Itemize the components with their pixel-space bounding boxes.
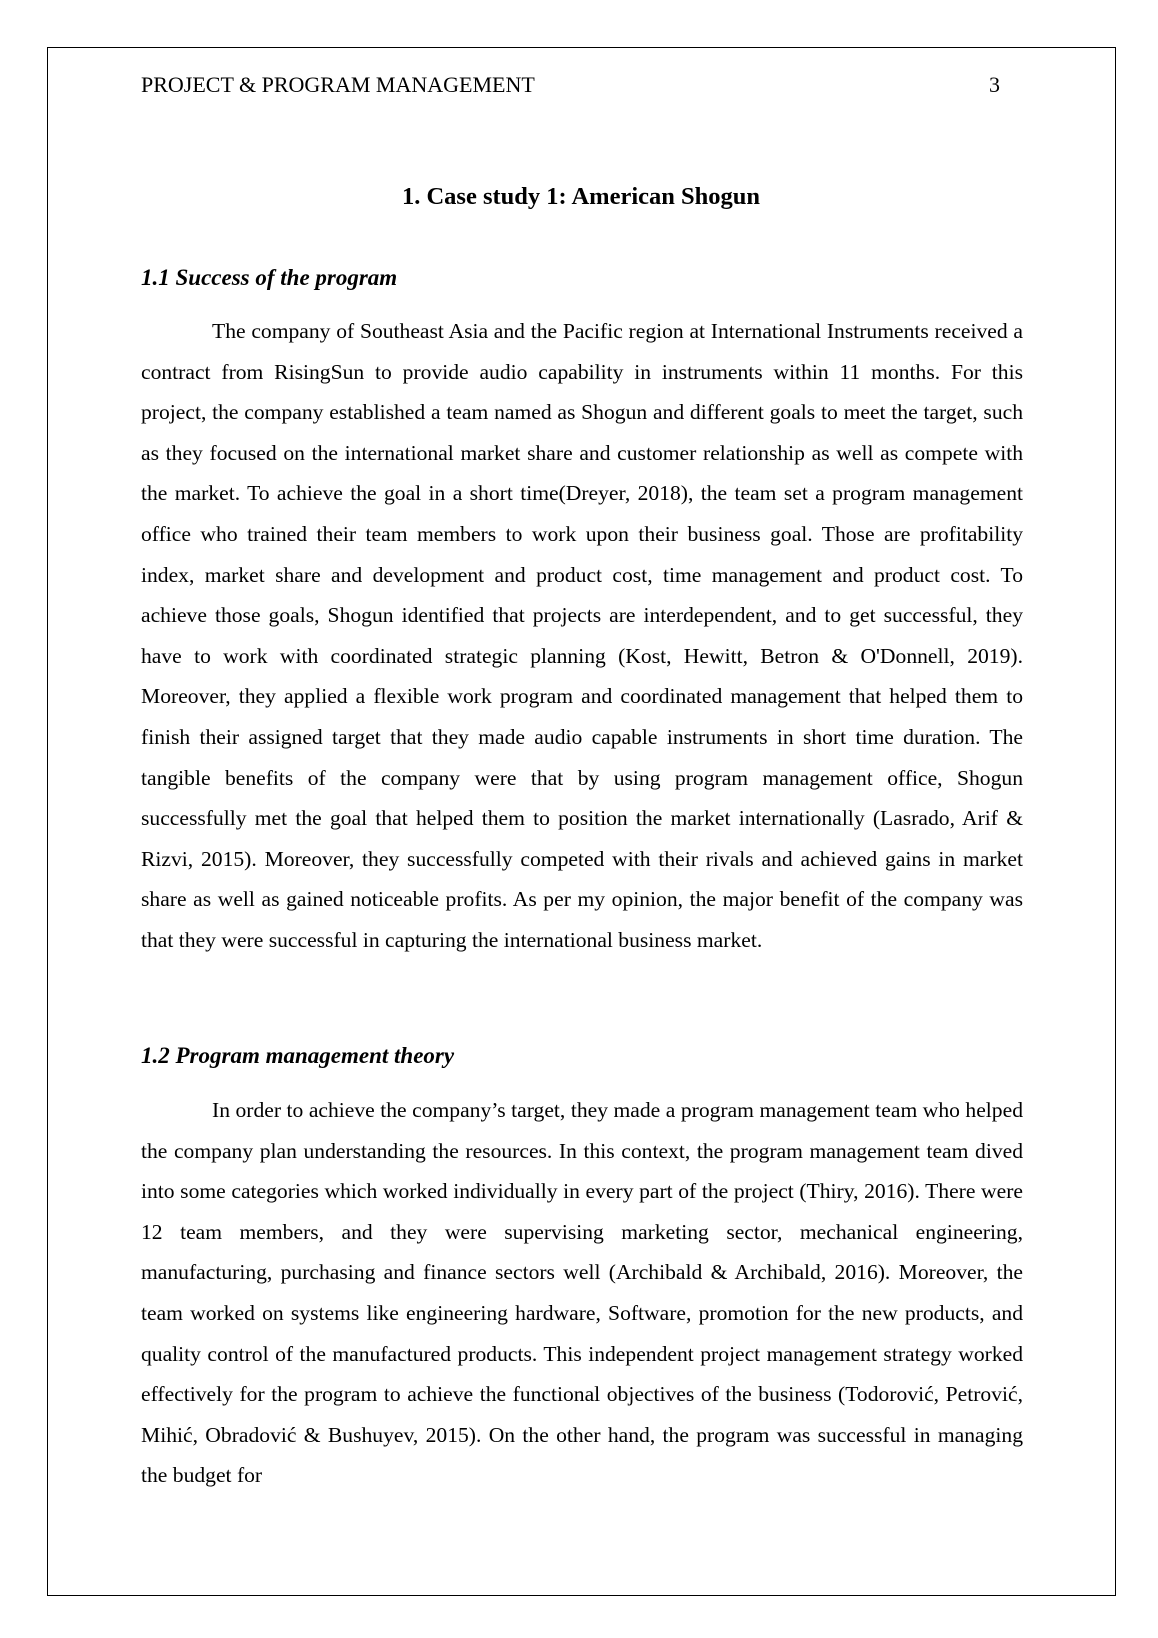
- subsection-heading-theory: 1.2 Program management theory: [141, 1043, 455, 1068]
- paragraph-success: The company of Southeast Asia and the Pacific region at International Instruments received a contract from RisingSun to provide audio capability in instruments within 11 months. For this project, the company established a team named as Shogun and different goals to meet the target, such as they focused on the international market share and customer relationship as well as compete with the market. To achieve the goal in a short time(Dreyer, 2018), the team set a program management office who trained their team members to work upon their business goal. Those are profitability index, market share and development and product cost, time management and product cost. To achieve those goals, Shogun identified that projects are interdependent, and to get successful, they have to work with coordinated strategic planning (Kost, Hewitt, Betron & O'Donnell, 2019). Moreover, they applied a flexible work program and coordinated management that helped them to finish their assigned target that they made audio capable instruments in short time duration. The tangible benefits of the company were that by using program management office, Shogun successfully met the goal that helped them to position the market internationally (Lasrado, Arif & Rizvi, 2015). Moreover, they successfully competed with their rivals and achieved gains in market share as well as gained noticeable profits. As per my opinion, the major benefit of the company was that they were successful in capturing the international business market.: [141, 319, 1023, 952]
- running-title: PROJECT & PROGRAM MANAGEMENT: [141, 72, 535, 97]
- subsection-heading-success: 1.1 Success of the program: [141, 265, 398, 290]
- running-header: [141, 70, 1000, 100]
- paragraph-theory: In order to achieve the company’s target, they made a program management team who helped the company plan understanding the resources. In this context, the program management team dived into some categories which worked individually in every part of the project (Thiry, 2016). There were 12 team members, and they were supervising marketing sector, mechanical engineering, manufacturing, purchasing and finance sectors well (Archibald & Archibald, 2016). Moreover, the team worked on systems like engineering hardware, Software, promotion for the new products, and quality control of the manufactured products. This independent project management strategy worked effectively for the program to achieve the functional objectives of the business (Todorović, Petrović, Mihić, Obradović & Bushuyev, 2015). On the other hand, the program was successful in managing the budget for: [141, 1098, 1023, 1488]
- page-number: 3: [989, 72, 1000, 97]
- section-title: 1. Case study 1: American Shogun: [401, 183, 760, 210]
